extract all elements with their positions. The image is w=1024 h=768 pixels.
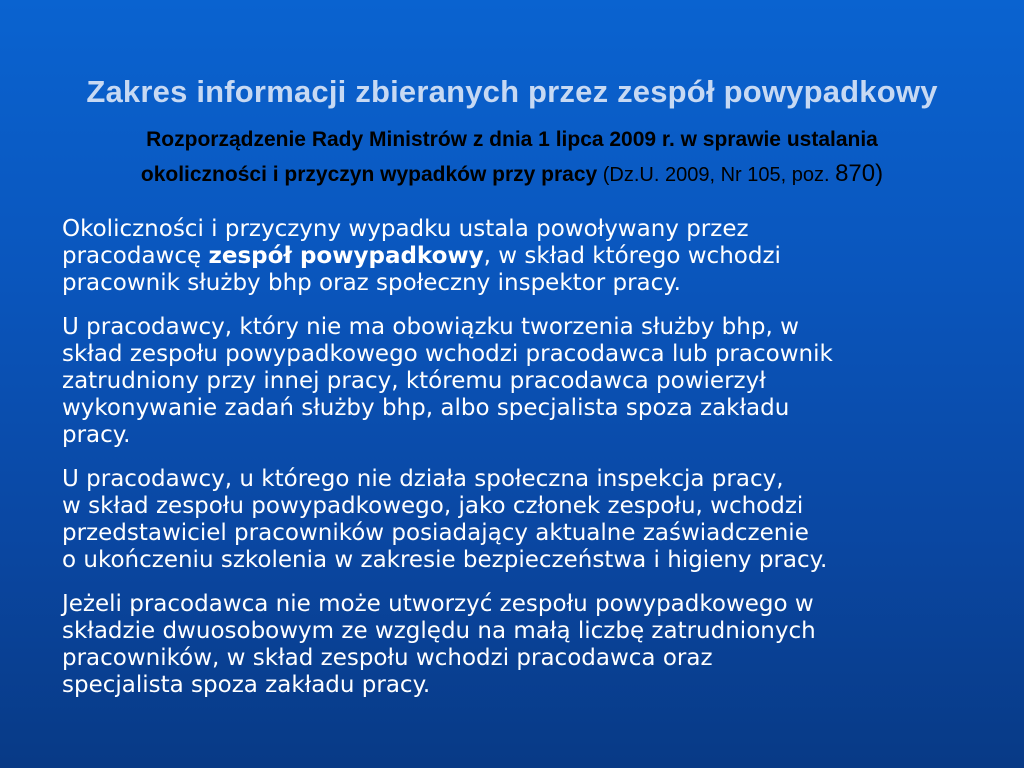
paragraph-line: skład zespołu powypadkowego wchodzi pracodawca lub pracownik [62,341,833,367]
paragraph-3 [62,466,1022,574]
regulation-line-1 [40,124,984,158]
paragraph-line: zatrudniony przy innej pracy, któremu pracodawca powierzył [62,368,766,394]
slide-title: Zakres informacji zbieranych przez zespół powypadkowy [86,74,938,109]
paragraph-4 [62,591,1022,699]
paragraph-line: pracy. [62,422,131,448]
journal-position-number: 870) [835,160,884,187]
paragraph-line: Okoliczności i przyczyny wypadku ustala powoływany przez [62,216,749,242]
paragraph-line: składzie dwuosobowym ze względu na małą liczbę zatrudnionych [62,618,816,644]
paragraph-line: U pracodawcy, który nie ma obowiązku tworzenia służby bhp, w [62,314,799,340]
paragraph-line: Jeżeli pracodawca nie może utworzyć zespołu powypadkowego w [62,591,814,617]
paragraph-line: o ukończeniu szkolenia w zakresie bezpieczeństwa i higieny pracy. [62,547,828,573]
regulation-name-part-2: okoliczności i przyczyn wypadków przy pracy [140,163,598,186]
text-fragment: pracodawcę [62,243,209,269]
paragraph-line: w skład zespołu powypadkowego, jako członek zespołu, wchodzi [62,493,804,519]
paragraph-line: U pracodawcy, u którego nie działa społeczna inspekcja pracy, [62,466,784,492]
paragraph-line: wykonywanie zadań służby bhp, albo specjalista spoza zakładu [62,395,790,421]
paragraph-line: przedstawiciel pracowników posiadający aktualne zaświadczenie [62,520,809,546]
paragraph-line: pracownik służby bhp oraz społeczny inspektor pracy. [62,270,681,296]
paragraph-2 [62,314,1022,449]
regulation-line-2 [40,158,984,193]
text-fragment: , w skład którego wchodzi [483,243,781,269]
emphasis-term: zespół powypadkowy [208,243,484,269]
paragraph-line: specjalista spoza zakładu pracy. [62,672,431,698]
paragraph-line: pracowników, w skład zespołu wchodzi pracodawca oraz [62,645,713,671]
journal-reference: (Dz.U. 2009, Nr 105, poz. [597,164,836,186]
paragraph-line [62,243,1022,270]
paragraph-1 [62,216,1022,297]
regulation-name-part-1: Rozporządzenie Rady Ministrów z dnia 1 lipca 2009 r. w sprawie ustalania [146,128,878,151]
regulation-reference [40,124,984,193]
content-body [62,216,1022,716]
